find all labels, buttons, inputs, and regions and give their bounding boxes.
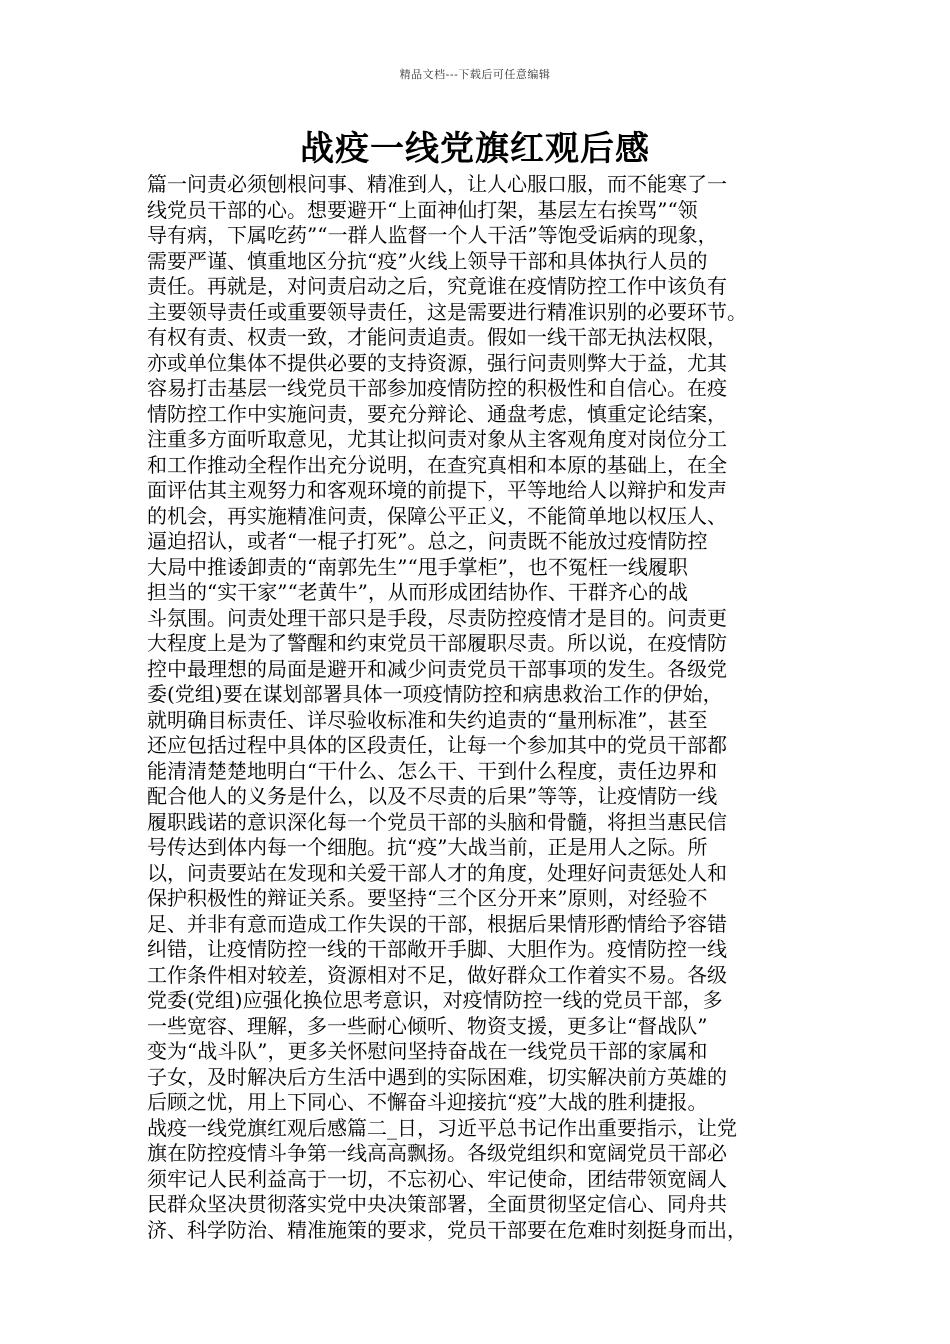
body-text-line: 的机会，再实施精准问责，保障公平正义，不能简单地以权压人、 xyxy=(147,503,727,528)
body-text-line: 以，问责要站在发现和关爱干部人才的角度，处理好问责惩处人和 xyxy=(147,860,727,885)
body-text-line: 大程度上是为了警醒和约束党员干部履职尽责。所以说，在疫情防 xyxy=(147,631,727,655)
body-text-line: 逼迫招认，或者“一棍子打死”。总之，问责既不能放过疫情防控 xyxy=(147,529,708,553)
body-text-line: 责任。再就是，对问责启动之后，究竟谁在疫情防控工作中该负有 xyxy=(147,274,727,298)
body-text-line: 有权有责、权责一致，才能问责追责。假如一线干部无执法权限， xyxy=(147,325,727,349)
body-text-line: 线党员干部的心。想要避开“上面神仙打架，基层左右挨骂”“领 xyxy=(147,197,698,222)
document-body xyxy=(147,172,803,1243)
body-text-line: 大局中推诿卸责的“南郭先生”“甩手掌柜”，也不冤枉一线履职 xyxy=(147,554,688,579)
document-title: 战疫一线党旗红观后感 xyxy=(300,129,650,169)
body-text-line: 控中最理想的局面是避开和减少问责党员干部事项的发生。各级党 xyxy=(147,656,727,681)
body-text-line: 和工作推动全程作出充分说明，在查究真相和本原的基础上，在全 xyxy=(147,452,727,477)
body-text-line: 子女，及时解决后方生活中遇到的实际困难，切实解决前方英雄的 xyxy=(147,1064,727,1089)
body-text-line: 能清清楚楚地明白“干什么、怎么干、干到什么程度，责任边界和 xyxy=(147,758,718,783)
body-text-line: 后顾之忧，用上下同心、不懈奋斗迎接抗“疫”大战的胜利捷报。 xyxy=(147,1090,708,1114)
body-text-line: 担当的“实干家”“老黄牛”，从而形成团结协作、干群齐心的战 xyxy=(147,580,688,604)
body-text-line: 号传达到体内每一个细胞。抗“疫”大战当前，正是用人之际。所 xyxy=(147,835,708,859)
body-text-line: 需要严谨、慎重地区分抗“疫”火线上领导干部和具体执行人员的 xyxy=(147,248,708,273)
body-text-line: 纠错，让疫情防控一线的干部敞开手脚、大胆作为。疫情防控一线 xyxy=(147,937,727,961)
body-text-line: 篇一问责必须刨根问事、精准到人，让人心服口服，而不能寒了一 xyxy=(147,172,727,196)
body-text-line: 还应包括过程中具体的区段责任，让每一个参加其中的党员干部都 xyxy=(147,733,727,757)
body-text-line: 旗在防控疫情斗争第一线高高飘扬。各级党组织和宽阔党员干部必 xyxy=(147,1141,727,1165)
body-text-line: 容易打击基层一线党员干部参加疫情防控的积极性和自信心。在疫 xyxy=(147,376,727,400)
body-text-line: 民群众坚决贯彻落实党中央决策部署，全面贯彻坚定信心、同舟共 xyxy=(147,1192,727,1216)
page-header-note: 精品文档---下载后可任意编辑 xyxy=(399,68,551,81)
body-text-line: 注重多方面听取意见，尤其让拟问责对象从主客观角度对岗位分工 xyxy=(147,427,727,451)
body-text-line: 战疫一线党旗红观后感篇二_日，习近平总书记作出重要指示，让党 xyxy=(147,1115,737,1140)
body-text-line: 斗氛围。问责处理干部只是手段，尽责防控疫情才是目的。问责更 xyxy=(147,605,727,630)
body-text-line: 履职践诺的意识深化每一个党员干部的头脑和骨髓，将担当惠民信 xyxy=(147,809,727,834)
body-text-line: 党委(党组)应强化换位思考意识，对疫情防控一线的党员干部，多 xyxy=(147,988,723,1012)
body-text-line: 足、并非有意而造成工作失误的干部，根据后果情形酌情给予容错 xyxy=(147,911,727,936)
body-text-line: 济、科学防治、精准施策的要求，党员干部要在危难时刻挺身而出， xyxy=(147,1217,747,1242)
body-text-line: 面评估其主观努力和客观环境的前提下，平等地给人以辩护和发声 xyxy=(147,478,727,502)
body-text-line: 亦或单位集体不提供必要的支持资源，强行问责则弊大于益，尤其 xyxy=(147,350,727,375)
body-text-line: 情防控工作中实施问责，要充分辩论、通盘考虑，慎重定论结案， xyxy=(147,401,727,426)
body-text-line: 保护积极性的辩证关系。要坚持“三个区分开来”原则，对经验不 xyxy=(147,886,708,910)
body-text-line: 须牢记人民利益高于一切，不忘初心、牢记使命，团结带领宽阔人 xyxy=(147,1166,727,1191)
body-text-line: 配合他人的义务是什么，以及不尽责的后果”等等，让疫情防一线 xyxy=(147,784,718,808)
body-text-line: 工作条件相对较差，资源相对不足，做好群众工作着实不易。各级 xyxy=(147,962,727,987)
body-text-line: 变为“战斗队”，更多关怀慰问坚持奋战在一线党员干部的家属和 xyxy=(147,1039,708,1063)
body-text-line: 委(党组)要在谋划部署具体一项疫情防控和病患救治工作的伊始， xyxy=(147,682,723,706)
body-text-line: 导有病，下属吃药”“一群人监督一个人干活”等饱受诟病的现象， xyxy=(147,223,718,247)
body-text-line: 一些宽容、理解，多一些耐心倾听、物资支援，更多让“督战队” xyxy=(147,1013,708,1038)
body-text-line: 主要领导责任或重要领导责任，这是需要进行精准识别的必要环节。 xyxy=(147,299,747,324)
body-text-line: 就明确目标责任、详尽验收标准和失约追责的“量刑标准”，甚至 xyxy=(147,707,708,732)
